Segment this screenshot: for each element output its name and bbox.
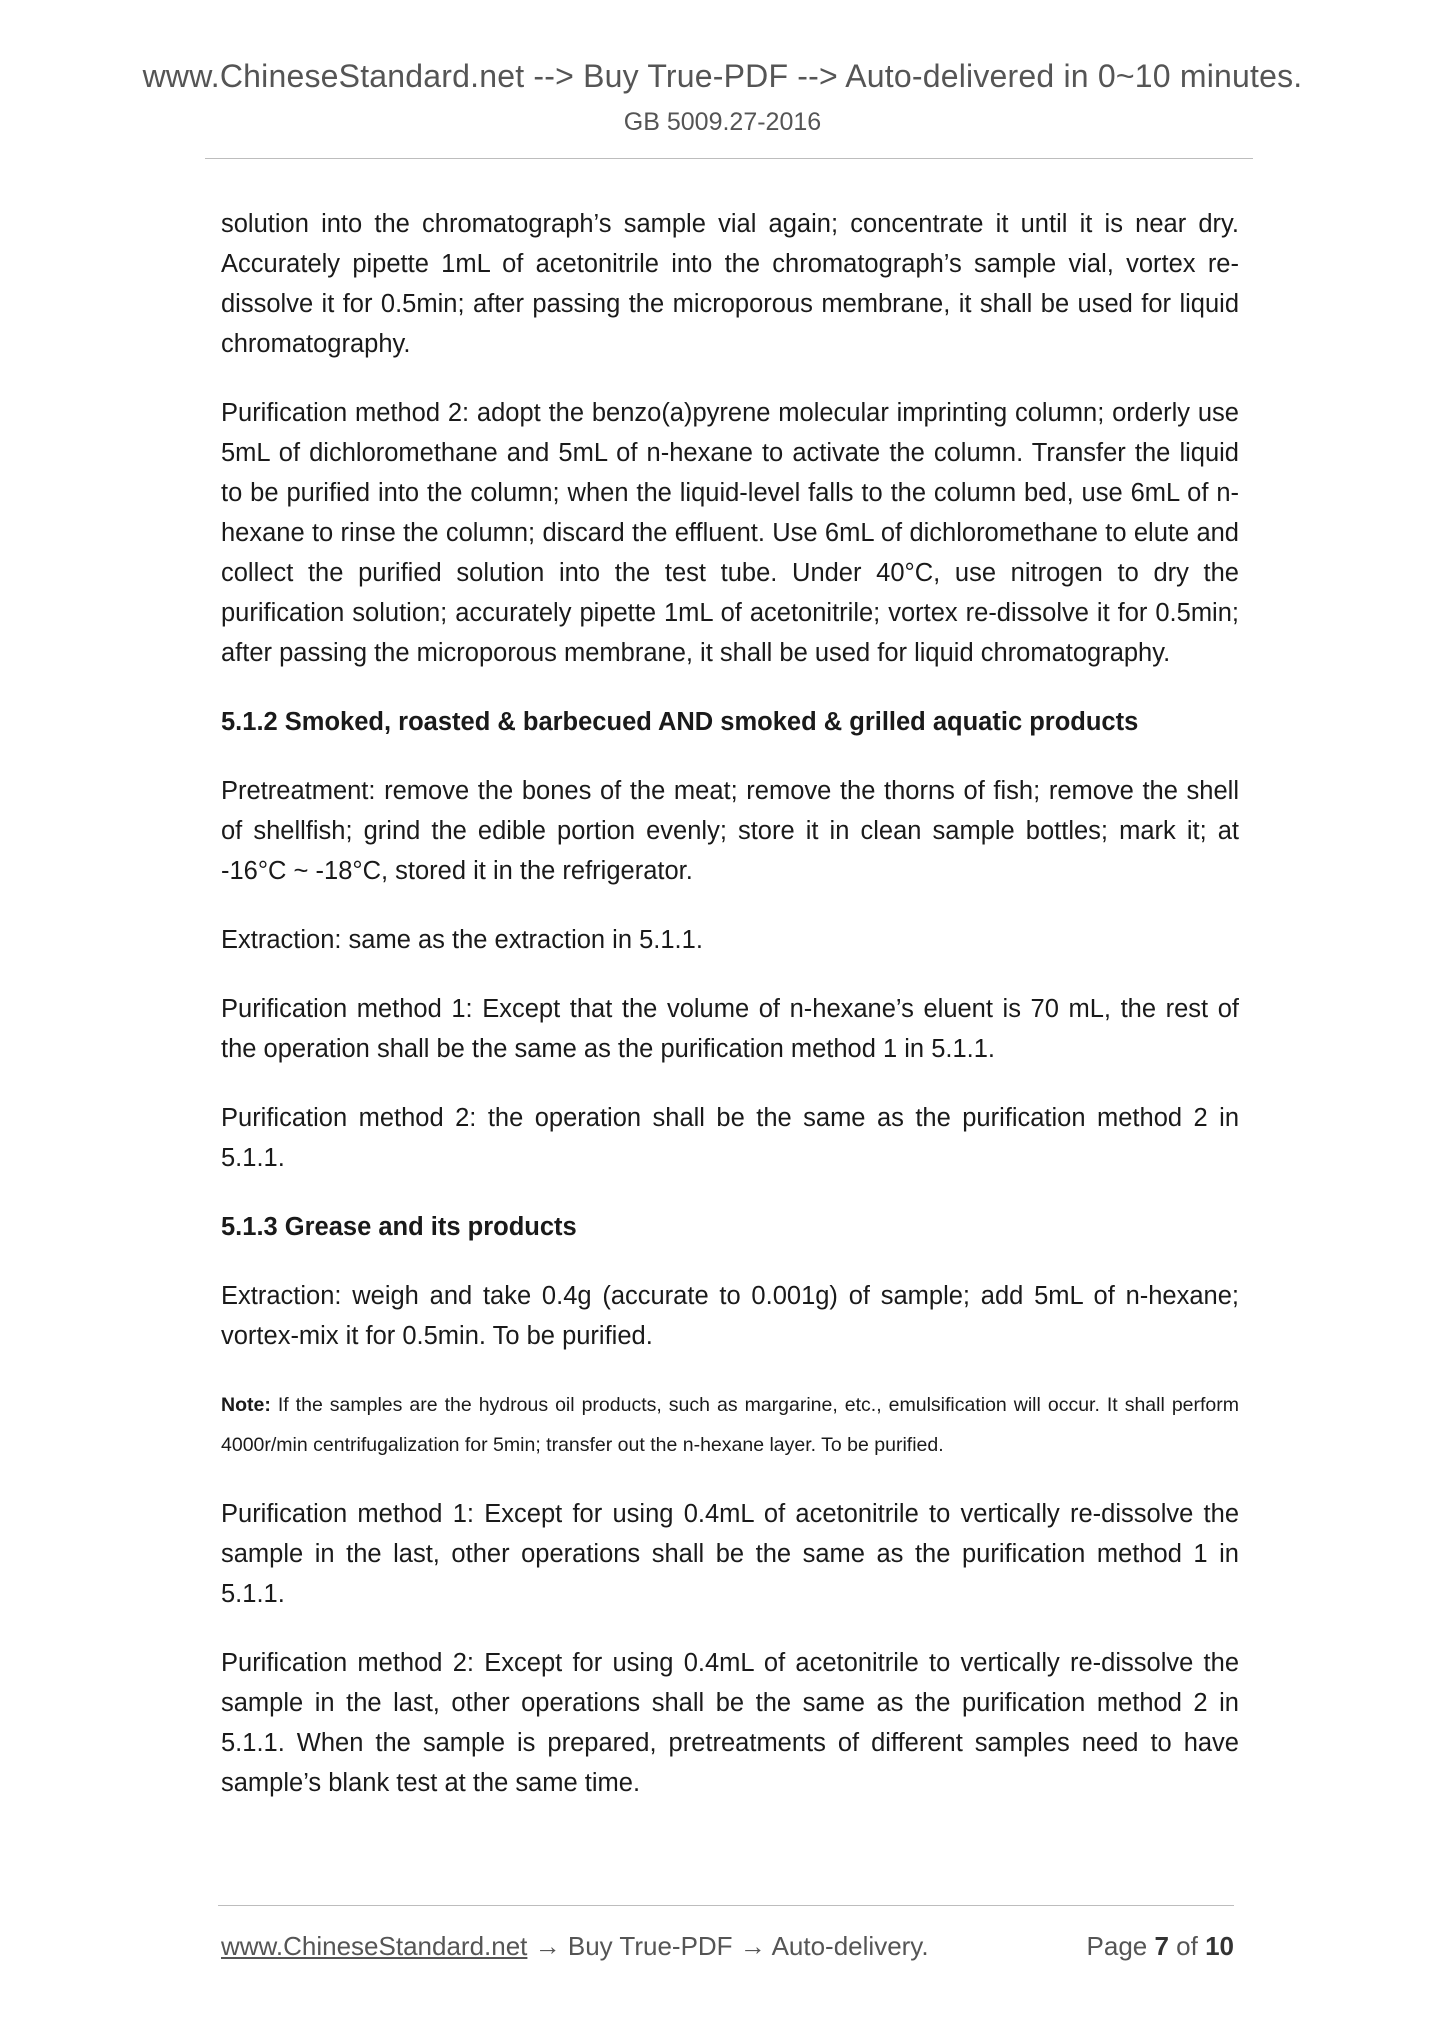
paragraph-purification-method-2-grease: Purification method 2: Except for using 0.4mL of acetonitrile to vertically re-dissolve the sample in the last, other operations shall be the same as the purification method 2 in 5.1.1. When the sample is prepared, pretreatments of different samples need to have sample’s blank test at the same time.: [221, 1649, 1239, 1797]
page-of: of: [1168, 1931, 1206, 1961]
page-total: 10: [1205, 1931, 1234, 1961]
paragraph-purification-method-2-smoked: Purification method 2: the operation shall be the same as the purification method 2 in 5.1.1.: [221, 1104, 1239, 1172]
footer-promo-text: → Buy True-PDF → Auto-delivery.: [527, 1931, 929, 1961]
paragraph-extraction-grease: Extraction: weigh and take 0.4g (accurate to 0.001g) of sample; add 5mL of n-hexane; vortex-mix it for 0.5min. To be purified.: [221, 1282, 1239, 1350]
paragraph-pretreatment: Pretreatment: remove the bones of the meat; remove the thorns of fish; remove the shell of shellfish; grind the edible portion evenly; store it in clean sample bottles; mark it; at -16°C ~ -18°C, stored it in the refrigerator.: [221, 777, 1239, 885]
page-number: [1087, 1931, 1234, 1962]
page-label: Page: [1086, 1931, 1155, 1961]
footer-site-link[interactable]: www.ChineseStandard.net: [221, 1931, 528, 1961]
note-label: Note:: [221, 1394, 271, 1416]
footer-promo: [221, 1931, 929, 1962]
paragraph-continuation: solution into the chromatograph’s sample vial again; concentrate it until it is near dry. Accurately pipette 1mL of acetonitrile into the chromatograph’s sample vial, vortex re-dissolve it for 0.5min; after passing the microporous membrane, it shall be used for liquid chromatography.: [221, 210, 1239, 358]
page-footer: [221, 1931, 1234, 1971]
site-banner: www.ChineseStandard.net --> Buy True-PDF --> Auto-delivered in 0~10 minutes.: [142, 58, 1303, 94]
heading-5-1-3: 5.1.3 Grease and its products: [221, 1213, 577, 1241]
header-divider: [205, 158, 1253, 159]
paragraph-extraction: Extraction: same as the extraction in 5.1.1.: [221, 926, 703, 954]
heading-5-1-2: 5.1.2 Smoked, roasted & barbecued AND smoked & grilled aquatic products: [221, 708, 1139, 736]
document-code: GB 5009.27-2016: [623, 108, 822, 136]
paragraph-purification-method-2: Purification method 2: adopt the benzo(a)pyrene molecular imprinting column; orderly use 5mL of dichloromethane and 5mL of n-hexane to activate the column. Transfer the liquid to be purified into the column; when the liquid-level falls to the column bed, use 6mL of n-hexane to rinse the column; discard the effluent. Use 6mL of dichloromethane to elute and collect the purified solution into the test tube. Under 40°C, use nitrogen to dry the purification solution; accurately pipette 1mL of acetonitrile; vortex re-dissolve it for 0.5min; after passing the microporous membrane, it shall be used for liquid chromatography.: [221, 399, 1239, 667]
note: [221, 1385, 1239, 1465]
page-body: [221, 204, 1239, 1832]
note-text: If the samples are the hydrous oil products, such as margarine, etc., emulsification will occur. It shall perform 4000r/min centrifugalization for 5min; transfer out the n-hexane layer. To be purified.: [221, 1394, 1239, 1456]
paragraph-purification-method-1-smoked: Purification method 1: Except that the volume of n-hexane’s eluent is 70 mL, the rest of the operation shall be the same as the purification method 1 in 5.1.1.: [221, 995, 1239, 1063]
page-current: 7: [1154, 1931, 1169, 1961]
paragraph-purification-method-1-grease: Purification method 1: Except for using 0.4mL of acetonitrile to vertically re-dissolve the sample in the last, other operations shall be the same as the purification method 1 in 5.1.1.: [221, 1500, 1239, 1608]
footer-divider: [218, 1905, 1234, 1906]
